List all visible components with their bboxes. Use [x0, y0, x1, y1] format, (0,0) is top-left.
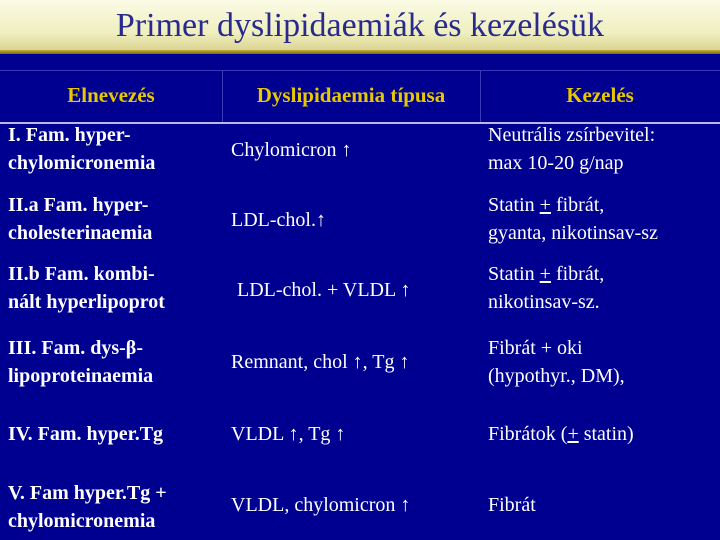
header-name: Elnevezés: [67, 83, 155, 107]
table-row: [8, 260, 223, 316]
treatment-line: Fibrátok (+ statin): [488, 423, 634, 445]
treatment-line: nikotinsav-sz.: [488, 291, 600, 313]
row-type: LDL-chol. + VLDL ↑: [237, 279, 411, 301]
row-name-line: lipoproteinaemia: [8, 365, 154, 387]
treatment-line: Fibrát: [488, 494, 536, 516]
row-name-line: nált hyperlipoprot: [8, 291, 165, 313]
row-treatment: [488, 491, 718, 519]
row-name-line: II.a Fam. hyper-: [8, 194, 149, 216]
treatment-line: max 10-20 g/nap: [488, 152, 624, 174]
treatment-line: (hypothyr., DM),: [488, 365, 625, 387]
row-type: Chylomicron ↑: [231, 139, 352, 161]
row-name-line: I. Fam. hyper-: [8, 124, 131, 146]
treatment-line: Statin + fibrát,: [488, 263, 605, 285]
header-treatment: Kezelés: [566, 83, 634, 107]
row-type: Remnant, chol ↑, Tg ↑: [231, 351, 410, 373]
row-treatment: [488, 191, 718, 247]
table-row: [8, 121, 223, 177]
row-name-line: chylomicronemia: [8, 510, 156, 532]
table-row: [8, 420, 223, 448]
row-name-line: V. Fam hyper.Tg +: [8, 482, 167, 504]
row-name-line: II.b Fam. kombi-: [8, 263, 155, 285]
row-treatment: [488, 260, 718, 316]
row-treatment: [488, 334, 718, 390]
row-type: LDL-chol.↑: [231, 209, 326, 231]
page-title: Primer dyslipidaemiák és kezelésük: [115, 7, 605, 44]
treatment-line: Statin + fibrát,: [488, 194, 605, 216]
table-row: [8, 191, 223, 247]
row-type: VLDL, chylomicron ↑: [231, 494, 411, 516]
treatment-line: Neutrális zsírbevitel:: [488, 124, 656, 146]
row-name-line: III. Fam. dys-β-: [8, 337, 143, 359]
row-name-line: IV. Fam. hyper.Tg: [8, 423, 164, 445]
treatment-line: Fibrát + oki: [488, 337, 583, 359]
row-name-line: cholesterinaemia: [8, 222, 153, 244]
treatment-line: gyanta, nikotinsav-sz: [488, 222, 658, 244]
row-name-line: chylomicronemia: [8, 152, 156, 174]
header-type: Dyslipidaemia típusa: [256, 83, 446, 107]
table-row: [8, 334, 223, 390]
row-treatment: [488, 121, 718, 177]
row-type: VLDL ↑, Tg ↑: [231, 423, 346, 445]
row-treatment: [488, 420, 718, 448]
table-row: [8, 479, 223, 535]
